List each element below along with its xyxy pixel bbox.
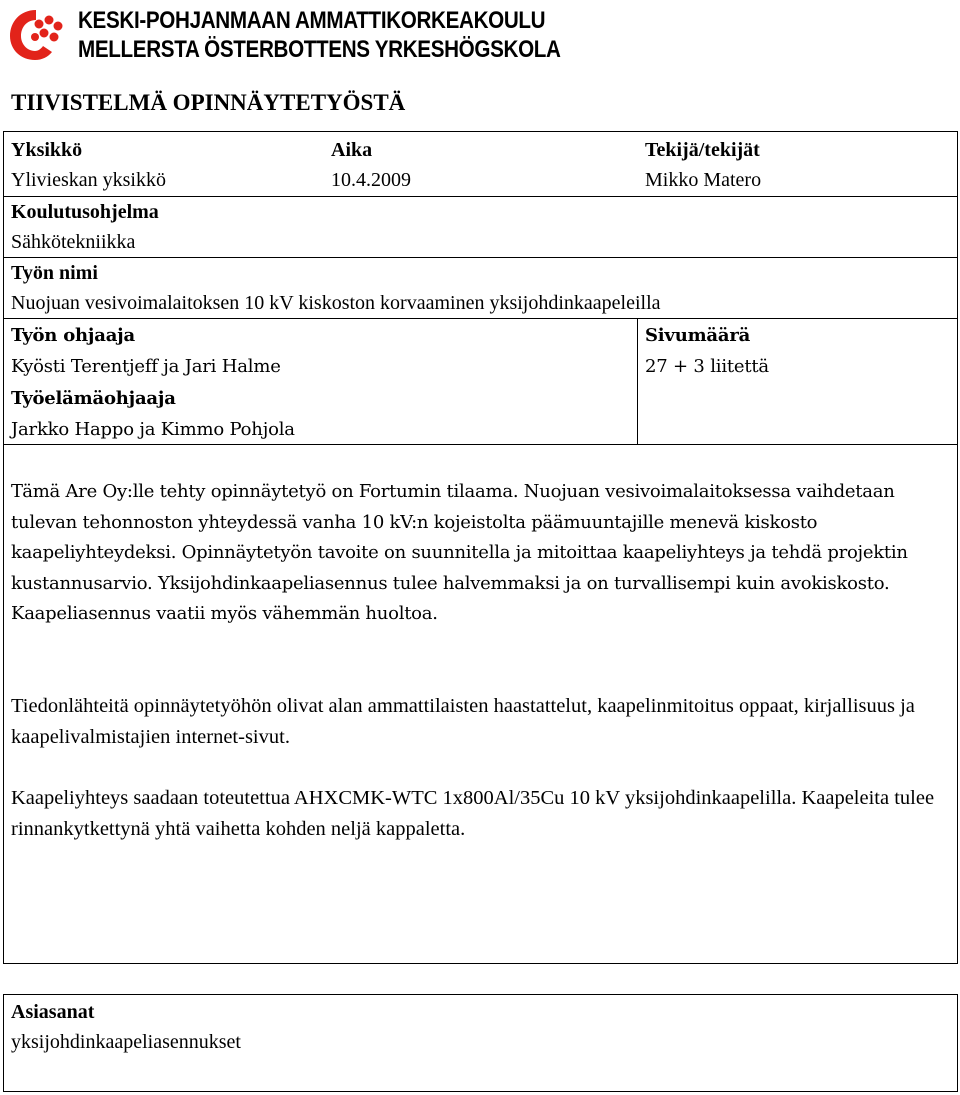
degree-programme-value: Sähkötekniikka xyxy=(11,231,136,253)
thesis-title-label: Työn nimi xyxy=(11,262,98,284)
page-count-value: 27 + 3 liitettä xyxy=(645,356,769,377)
organization-name xyxy=(78,6,561,64)
abstract-paragraph-1: Tämä Are Oy:lle tehty opinnäytetyö on Fortumin tilaama. Nuojuan vesivoimalaitoksessa vaihdetaan tulevan tehonnoston yhteydessä vanha 10 kV:n kojeistolta päämuuntajille menevä kiskosto kaapeliyhteydeksi. Opinnäytetyön tavoite on suunnitella ja mitoittaa kaapeliyhteys ja tehdä projektin kustannusarvio. Yksijohdinkaapeliasennus tulee halvemmaksi ja on turvallisempi kuin avokiskosto. Kaapeliasennus vaatii myös vähemmän huoltoa. xyxy=(11,481,908,624)
abstract-paragraph-3: Kaapeliyhteys saadaan toteutettua AHXCMK-WTC 1x800Al/35Cu 10 kV yksijohdinkaapelilla. Kaapeleita tulee rinnankytkettynä yhtä vaihetta kohden neljä kappaletta. xyxy=(11,787,935,840)
divider xyxy=(3,196,958,197)
supervisor-label: Työn ohjaaja xyxy=(11,325,135,346)
organization-name-sv: MELLERSTA ÖSTERBOTTENS YRKESHÖGSKOLA xyxy=(78,36,561,63)
cou-logo-icon xyxy=(6,6,68,64)
author-label: Tekijä/tekijät xyxy=(645,139,760,161)
thesis-title-value: Nuojuan vesivoimalaitoksen 10 kV kiskoston korvaaminen yksijohdinkaapeleilla xyxy=(11,292,661,314)
keywords-value: yksijohdinkaapeliasennukset xyxy=(11,1031,241,1053)
document-title: TIIVISTELMÄ OPINNÄYTETYÖSTÄ xyxy=(11,90,406,115)
institution-header xyxy=(6,4,606,68)
author-value: Mikko Matero xyxy=(645,169,762,191)
abstract-paragraph-2: Tiedonlähteitä opinnäytetyöhön olivat alan ammattilaisten haastattelut, kaapelinmitoitus oppaat, kirjallisuus ja kaapelivalmistajien internet-sivut. xyxy=(11,695,915,748)
page-count-label: Sivumäärä xyxy=(645,325,751,346)
divider xyxy=(3,318,958,319)
divider xyxy=(637,318,638,445)
degree-programme-label: Koulutusohjelma xyxy=(11,201,159,223)
keywords-label: Asiasanat xyxy=(11,1001,95,1023)
work-life-supervisor-label: Työelämäohjaaja xyxy=(11,388,176,409)
unit-value: Ylivieskan yksikkö xyxy=(11,169,166,191)
supervisor-value: Kyösti Terentjeff ja Jari Halme xyxy=(11,356,281,377)
work-life-supervisor-value: Jarkko Happo ja Kimmo Pohjola xyxy=(11,419,295,440)
date-label: Aika xyxy=(331,139,373,161)
unit-label: Yksikkö xyxy=(11,139,83,161)
date-value: 10.4.2009 xyxy=(331,169,411,191)
organization-name-fi: KESKI-POHJANMAAN AMMATTIKORKEAKOULU xyxy=(78,7,546,34)
divider xyxy=(3,257,958,258)
